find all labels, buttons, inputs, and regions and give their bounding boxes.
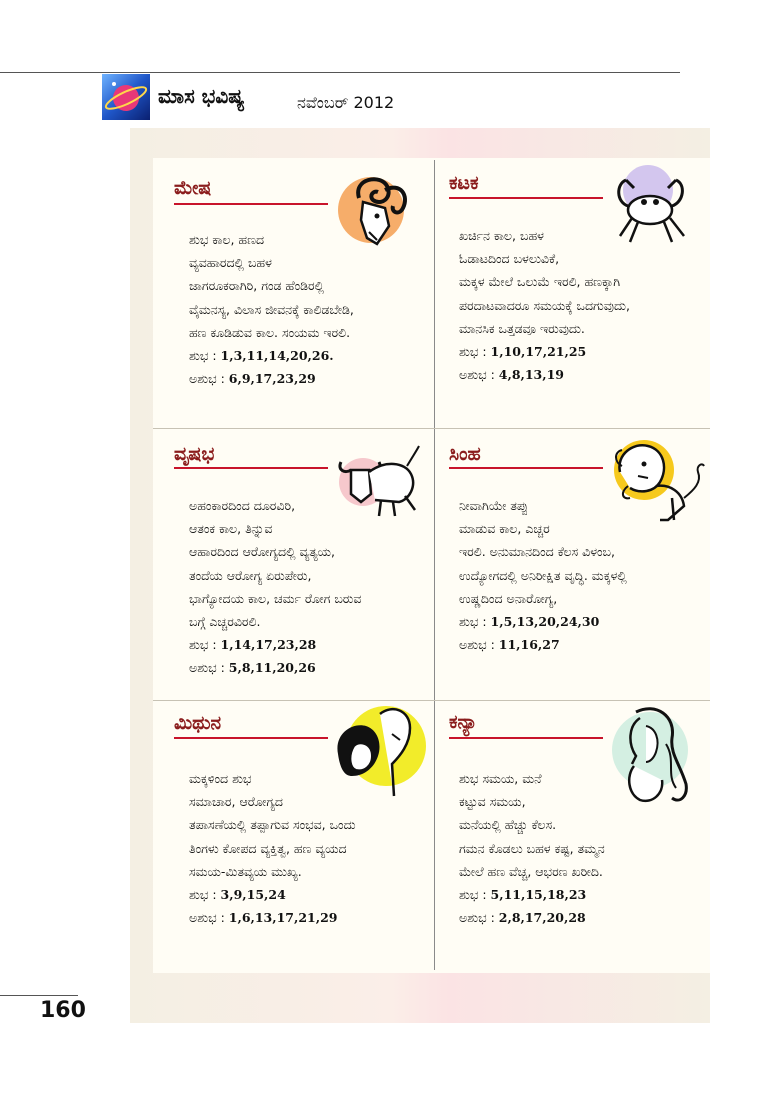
good-days-value: 1,5,13,20,24,30 bbox=[490, 614, 600, 630]
good-days-row bbox=[189, 633, 434, 656]
bad-days-row bbox=[459, 633, 704, 656]
good-days-label: ಶುಭ : bbox=[459, 614, 491, 630]
good-days-row bbox=[189, 883, 434, 906]
bad-days-label: ಅಶುಭ : bbox=[459, 910, 499, 926]
footer-rule bbox=[0, 995, 78, 996]
prediction-line: ತಂದೆಯ ಆರೋಗ್ಯ ಏರುಪೇರು, bbox=[189, 567, 312, 583]
prediction-kanya bbox=[459, 767, 704, 929]
good-days-value: 1,14,17,23,28 bbox=[220, 637, 317, 653]
bad-days-label: ಅಶುಭ : bbox=[189, 371, 229, 387]
sign-title-mesha: ಮೇಷ bbox=[174, 177, 212, 199]
good-days-label: ಶುಭ : bbox=[189, 348, 221, 364]
sign-title-mithuna: ಮಿಥುನ bbox=[174, 712, 222, 734]
prediction-kataka bbox=[459, 224, 704, 386]
column-divider bbox=[434, 160, 435, 970]
prediction-line: ಮಾನಸಿಕ ಒತ್ತಡವೂ ಇರುವುದು. bbox=[459, 320, 585, 336]
bad-days-value: 11,16,27 bbox=[498, 637, 560, 653]
bad-days-value: 2,8,17,20,28 bbox=[498, 910, 586, 926]
prediction-line: ಗಮನ ಕೊಡಲು ಬಹಳ ಕಷ್ಟ, ತಮ್ಮನ bbox=[459, 840, 605, 856]
title-underline bbox=[174, 737, 328, 739]
prediction-line: ಶುಭ ಸಮಯ, ಮನೆ bbox=[459, 771, 542, 786]
bad-days-label: ಅಶುಭ : bbox=[189, 660, 229, 676]
prediction-line: ಶುಭ ಕಾಲ, ಹಣದ bbox=[189, 232, 265, 247]
prediction-line: ಇರಲಿ. ಅನುಮಾನದಿಂದ ಕೆಲಸ ವಿಳಂಬ, bbox=[459, 544, 615, 560]
bad-days-label: ಅಶುಭ : bbox=[189, 910, 229, 926]
header-month: ನವೆಂಬರ್ 2012 bbox=[297, 93, 395, 112]
bad-days-row bbox=[459, 906, 704, 929]
bad-days-row bbox=[189, 367, 434, 390]
good-days-value: 1,3,11,14,20,26. bbox=[220, 348, 334, 364]
prediction-line: ಬಗ್ಗೆ ಎಚ್ಚರವಿರಲಿ. bbox=[189, 614, 261, 630]
prediction-line: ಸಮಯ-ಮಿತವ್ಯಯ ಮುಖ್ಯ. bbox=[189, 863, 302, 879]
good-days-label: ಶುಭ : bbox=[189, 637, 221, 653]
good-days-label: ಶುಭ : bbox=[459, 344, 491, 360]
prediction-line: ಭಾಗ್ಯೋದಯ ಕಾಲ, ಚರ್ಮ ರೋಗ ಬರುವ bbox=[189, 590, 362, 606]
title-underline bbox=[174, 203, 328, 205]
row-divider bbox=[153, 428, 710, 429]
bad-days-value: 5,8,11,20,26 bbox=[228, 660, 316, 676]
prediction-line: ಉಷ್ಣದಿಂದ ಅನಾರೋಗ್ಯ, bbox=[459, 590, 558, 606]
prediction-mithuna bbox=[189, 767, 434, 929]
prediction-line: ತಿಂಗಳು ಕೋಪದ ವ್ಯಕ್ತಿತ್ವ, ಹಣ ವ್ಯಯದ bbox=[189, 840, 347, 856]
good-days-row bbox=[189, 344, 434, 367]
page-number: 160 bbox=[40, 998, 86, 1023]
header-title: ಮಾಸ ಭವಿಷ್ಯ bbox=[158, 84, 245, 108]
sign-title-kataka: ಕಟಕ bbox=[449, 172, 479, 194]
prediction-line: ಕಟ್ಟುವ ಸಮಯ, bbox=[459, 794, 526, 810]
prediction-line: ನೀವಾಗಿಯೇ ತಪ್ಪು bbox=[459, 498, 529, 513]
sign-title-vrushabha: ವೃಷಭ bbox=[174, 443, 215, 465]
good-days-label: ಶುಭ : bbox=[459, 887, 491, 903]
prediction-line: ವ್ಯವಹಾರದಲ್ಲಿ ಬಹಳ bbox=[189, 255, 272, 271]
header-rule bbox=[0, 72, 680, 73]
good-days-value: 5,11,15,18,23 bbox=[490, 887, 587, 903]
prediction-simha bbox=[459, 494, 704, 656]
sign-title-kanya: ಕನ್ಯಾ bbox=[449, 711, 478, 733]
prediction-vrushabha bbox=[189, 494, 434, 680]
title-underline bbox=[174, 467, 328, 469]
bad-days-label: ಅಶುಭ : bbox=[459, 637, 499, 653]
good-days-row bbox=[459, 883, 704, 906]
prediction-line: ಅಹಂಕಾರದಿಂದ ದೂರವಿರಿ, bbox=[189, 498, 296, 513]
prediction-line: ವೈಮನಸ್ಯ, ವಿಲಾಸ ಜೀವನಕ್ಕೆ ಕಾಲಿಡಬೇಡಿ, bbox=[189, 301, 354, 317]
prediction-line: ಆಹಾರದಿಂದ ಆರೋಗ್ಯದಲ್ಲಿ ವ್ಯತ್ಯಯ, bbox=[189, 544, 335, 560]
prediction-line: ಮೇಲೆ ಹಣ ವೆಚ್ಚ, ಆಭರಣ ಖರೀದಿ. bbox=[459, 863, 603, 879]
bad-days-row bbox=[189, 906, 434, 929]
good-days-row bbox=[459, 610, 704, 633]
good-days-row bbox=[459, 340, 704, 363]
prediction-line: ಆತಂಕ ಕಾಲ, ತಿನ್ನುವ bbox=[189, 521, 273, 537]
good-days-value: 1,10,17,21,25 bbox=[490, 344, 587, 360]
prediction-line: ಸಮಾಚಾರ, ಆರೋಗ್ಯದ bbox=[189, 794, 283, 810]
prediction-line: ಮನೆಯಲ್ಲಿ ಹೆಚ್ಚು ಕೆಲಸ. bbox=[459, 817, 557, 833]
title-underline bbox=[449, 467, 603, 469]
astrology-logo-icon bbox=[102, 74, 150, 120]
prediction-line: ಮಕ್ಕಳಿಂದ ಶುಭ bbox=[189, 771, 252, 786]
title-underline bbox=[449, 197, 603, 199]
bad-days-value: 4,8,13,19 bbox=[498, 367, 565, 383]
bad-days-value: 6,9,17,23,29 bbox=[228, 371, 316, 387]
prediction-line: ಮಾಡುವ ಕಾಲ, ಎಚ್ಚರ bbox=[459, 521, 550, 537]
bad-days-label: ಅಶುಭ : bbox=[459, 367, 499, 383]
bad-days-row bbox=[189, 656, 434, 679]
prediction-line: ಖರ್ಚಿನ ಕಾಲ, ಬಹಳ bbox=[459, 228, 544, 243]
prediction-line: ತಪಾಸಣೆಯಲ್ಲಿ ತಪ್ಪಾಗುವ ಸಂಭವ, ಒಂದು bbox=[189, 817, 356, 833]
sign-title-simha: ಸಿಂಹ bbox=[449, 443, 481, 465]
bad-days-row bbox=[459, 363, 704, 386]
prediction-line: ಮಕ್ಕಳ ಮೇಲೆ ಒಲುಮೆ ಇರಲಿ, ಹಣಕ್ಕಾಗಿ bbox=[459, 274, 621, 290]
prediction-mesha bbox=[189, 228, 434, 390]
prediction-line: ಪರದಾಟವಾದರೂ ಸಮಯಕ್ಕೆ ಒದಗುವುದು, bbox=[459, 297, 630, 313]
prediction-line: ಜಾಗರೂಕರಾಗಿರಿ, ಗಂಡ ಹೆಂಡಿರಲ್ಲಿ bbox=[189, 278, 325, 294]
prediction-line: ಉದ್ಯೋಗದಲ್ಲಿ ಅನಿರೀಕ್ಷಿತ ವೃದ್ಧಿ. ಮಕ್ಕಳಲ್ಲಿ bbox=[459, 567, 627, 583]
good-days-label: ಶುಭ : bbox=[189, 887, 221, 903]
title-underline bbox=[449, 737, 603, 739]
good-days-value: 3,9,15,24 bbox=[220, 887, 286, 903]
bad-days-value: 1,6,13,17,21,29 bbox=[228, 910, 338, 926]
row-divider bbox=[153, 700, 710, 701]
prediction-line: ಹಣ ಕೂಡಿಡುವ ಕಾಲ. ಸಂಯಮ ಇರಲಿ. bbox=[189, 324, 351, 340]
prediction-line: ಓಡಾಟದಿಂದ ಬಳಲುವಿಕೆ, bbox=[459, 251, 560, 267]
